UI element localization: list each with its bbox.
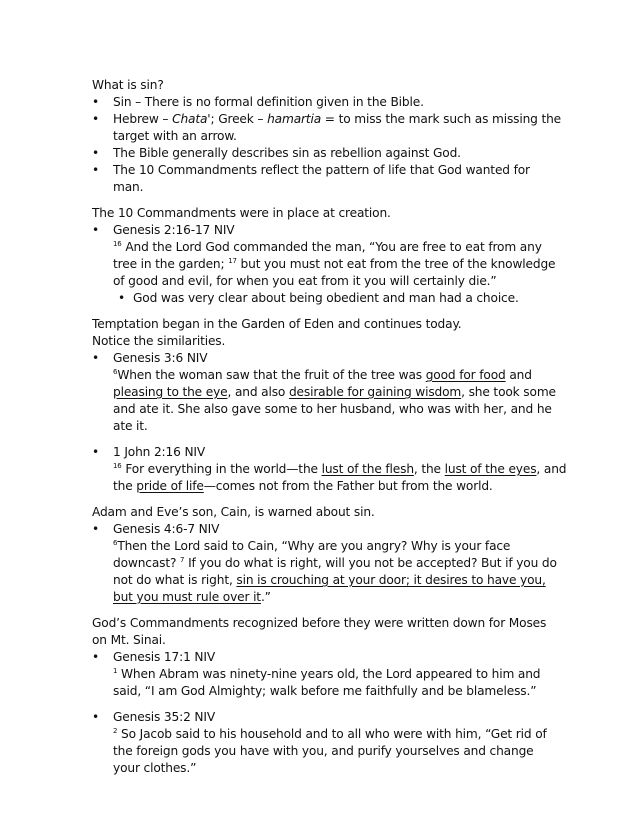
bullet-hebrew-greek bbox=[113, 111, 561, 128]
text-segment: —comes not from the Father but from the world. bbox=[203, 479, 493, 493]
bullet: • bbox=[92, 163, 100, 177]
scripture-line bbox=[113, 256, 555, 273]
section-heading-commandments-recognized: God’s Commandments recognized before they were written down for Moses bbox=[92, 616, 547, 630]
underlined-phrase: lust of the flesh bbox=[321, 462, 414, 476]
heading-what-is-sin: What is sin? bbox=[92, 78, 164, 92]
sub-bullet-text: God was very clear about being obedient and man had a choice. bbox=[133, 291, 519, 305]
scripture-line bbox=[113, 461, 566, 478]
text-segment: When Abram was ninety-nine years old, the Lord appeared to him and bbox=[117, 667, 541, 681]
section-subheading: Notice the similarities. bbox=[92, 334, 226, 348]
text-segment: , and bbox=[536, 462, 567, 476]
scripture-line bbox=[113, 555, 557, 572]
text-segment: not do what is right, bbox=[113, 573, 237, 587]
bullet: • bbox=[92, 95, 100, 109]
scripture-reference: Genesis 4:6-7 NIV bbox=[113, 522, 220, 536]
scripture-reference: Genesis 2:16-17 NIV bbox=[113, 223, 235, 237]
scripture-line bbox=[113, 572, 546, 589]
verse-number: 6 bbox=[113, 368, 118, 376]
text-segment: When the woman saw that the fruit of the tree was bbox=[117, 368, 426, 382]
hebrew-word: Chata' bbox=[172, 112, 211, 126]
scripture-line bbox=[113, 726, 547, 743]
scripture-line bbox=[113, 367, 532, 384]
verse-number: 6 bbox=[113, 539, 118, 547]
scripture-line bbox=[113, 538, 510, 555]
bullet-sin-definition: Sin – There is no formal definition given in the Bible. bbox=[113, 95, 424, 109]
text-segment: For everything in the world—the bbox=[121, 462, 322, 476]
scripture-line bbox=[113, 239, 542, 256]
verse-number: 2 bbox=[113, 727, 118, 735]
bullet-continuation: man. bbox=[113, 180, 144, 194]
text-segment: And the Lord God commanded the man, “You are free to eat from any bbox=[121, 240, 542, 254]
text-segment: but you must not eat from the tree of the knowledge bbox=[236, 257, 556, 271]
text-segment: If you do what is right, will you not be accepted? But if you do bbox=[184, 556, 557, 570]
text-segment: , and also bbox=[227, 385, 289, 399]
bullet: • bbox=[92, 522, 100, 536]
sub-bullet: • bbox=[118, 291, 126, 305]
section-heading-continuation: on Mt. Sinai. bbox=[92, 633, 166, 647]
scripture-line: the foreign gods you have with you, and purify yourselves and change bbox=[113, 744, 534, 758]
section-heading-cain: Adam and Eve’s son, Cain, is warned about sin. bbox=[92, 505, 375, 519]
scripture-line bbox=[113, 478, 493, 495]
scripture-line: your clothes.” bbox=[113, 761, 197, 775]
scripture-line bbox=[113, 384, 556, 401]
bullet: • bbox=[92, 445, 100, 459]
bullet: • bbox=[92, 146, 100, 160]
scripture-line bbox=[113, 589, 271, 606]
bullet: • bbox=[92, 351, 100, 365]
text-segment: Then the Lord said to Cain, “Why are you angry? Why is your face bbox=[117, 539, 511, 553]
verse-number: 16 bbox=[113, 240, 122, 248]
bullet: • bbox=[92, 223, 100, 237]
scripture-reference: Genesis 3:6 NIV bbox=[113, 351, 208, 365]
bullet: • bbox=[92, 650, 100, 664]
text-segment: Hebrew – bbox=[113, 112, 173, 126]
scripture-reference: Genesis 17:1 NIV bbox=[113, 650, 216, 664]
scripture-line bbox=[113, 666, 540, 683]
bullet-commandments: The 10 Commandments reflect the pattern of life that God wanted for bbox=[113, 163, 530, 177]
scripture-line: and ate it. She also gave some to her husband, who was with her, and he bbox=[113, 402, 552, 416]
verse-number: 1 bbox=[113, 667, 118, 675]
scripture-line: of good and evil, for when you eat from it you will certainly die.” bbox=[113, 274, 497, 288]
underlined-phrase: sin is crouching at your door; it desires to have you, bbox=[236, 573, 546, 587]
underlined-phrase: pleasing to the eye bbox=[113, 385, 228, 399]
text-segment: tree in the garden; bbox=[113, 257, 229, 271]
scripture-reference: 1 John 2:16 NIV bbox=[113, 445, 206, 459]
text-segment: So Jacob said to his household and to all who were with him, “Get rid of bbox=[117, 727, 547, 741]
text-segment: .” bbox=[260, 590, 271, 604]
verse-number: 17 bbox=[228, 257, 237, 265]
underlined-phrase: good for food bbox=[425, 368, 506, 382]
text-segment: = to miss the mark such as missing the bbox=[321, 112, 562, 126]
underlined-phrase: but you must rule over it bbox=[113, 590, 261, 604]
text-segment: , she took some bbox=[461, 385, 556, 399]
scripture-line: said, “I am God Almighty; walk before me faithfully and be blameless.” bbox=[113, 684, 537, 698]
underlined-phrase: lust of the eyes bbox=[444, 462, 537, 476]
bullet: • bbox=[92, 112, 100, 126]
section-heading-temptation: Temptation began in the Garden of Eden and continues today. bbox=[92, 317, 462, 331]
greek-word: hamartia bbox=[267, 112, 322, 126]
text-segment: downcast? bbox=[113, 556, 181, 570]
underlined-phrase: pride of life bbox=[136, 479, 204, 493]
underlined-phrase: desirable for gaining wisdom bbox=[288, 385, 462, 399]
text-segment: , the bbox=[413, 462, 445, 476]
bullet-rebellion: The Bible generally describes sin as rebellion against God. bbox=[113, 146, 461, 160]
scripture-line: ate it. bbox=[113, 419, 148, 433]
verse-number: 16 bbox=[113, 462, 122, 470]
text-segment: ; Greek – bbox=[210, 112, 268, 126]
verse-number: 7 bbox=[180, 556, 185, 564]
section-heading-creation: The 10 Commandments were in place at creation. bbox=[92, 206, 391, 220]
text-segment: the bbox=[113, 479, 137, 493]
bullet: • bbox=[92, 710, 100, 724]
scripture-reference: Genesis 35:2 NIV bbox=[113, 710, 216, 724]
bullet-continuation: target with an arrow. bbox=[113, 129, 237, 143]
text-segment: and bbox=[505, 368, 532, 382]
